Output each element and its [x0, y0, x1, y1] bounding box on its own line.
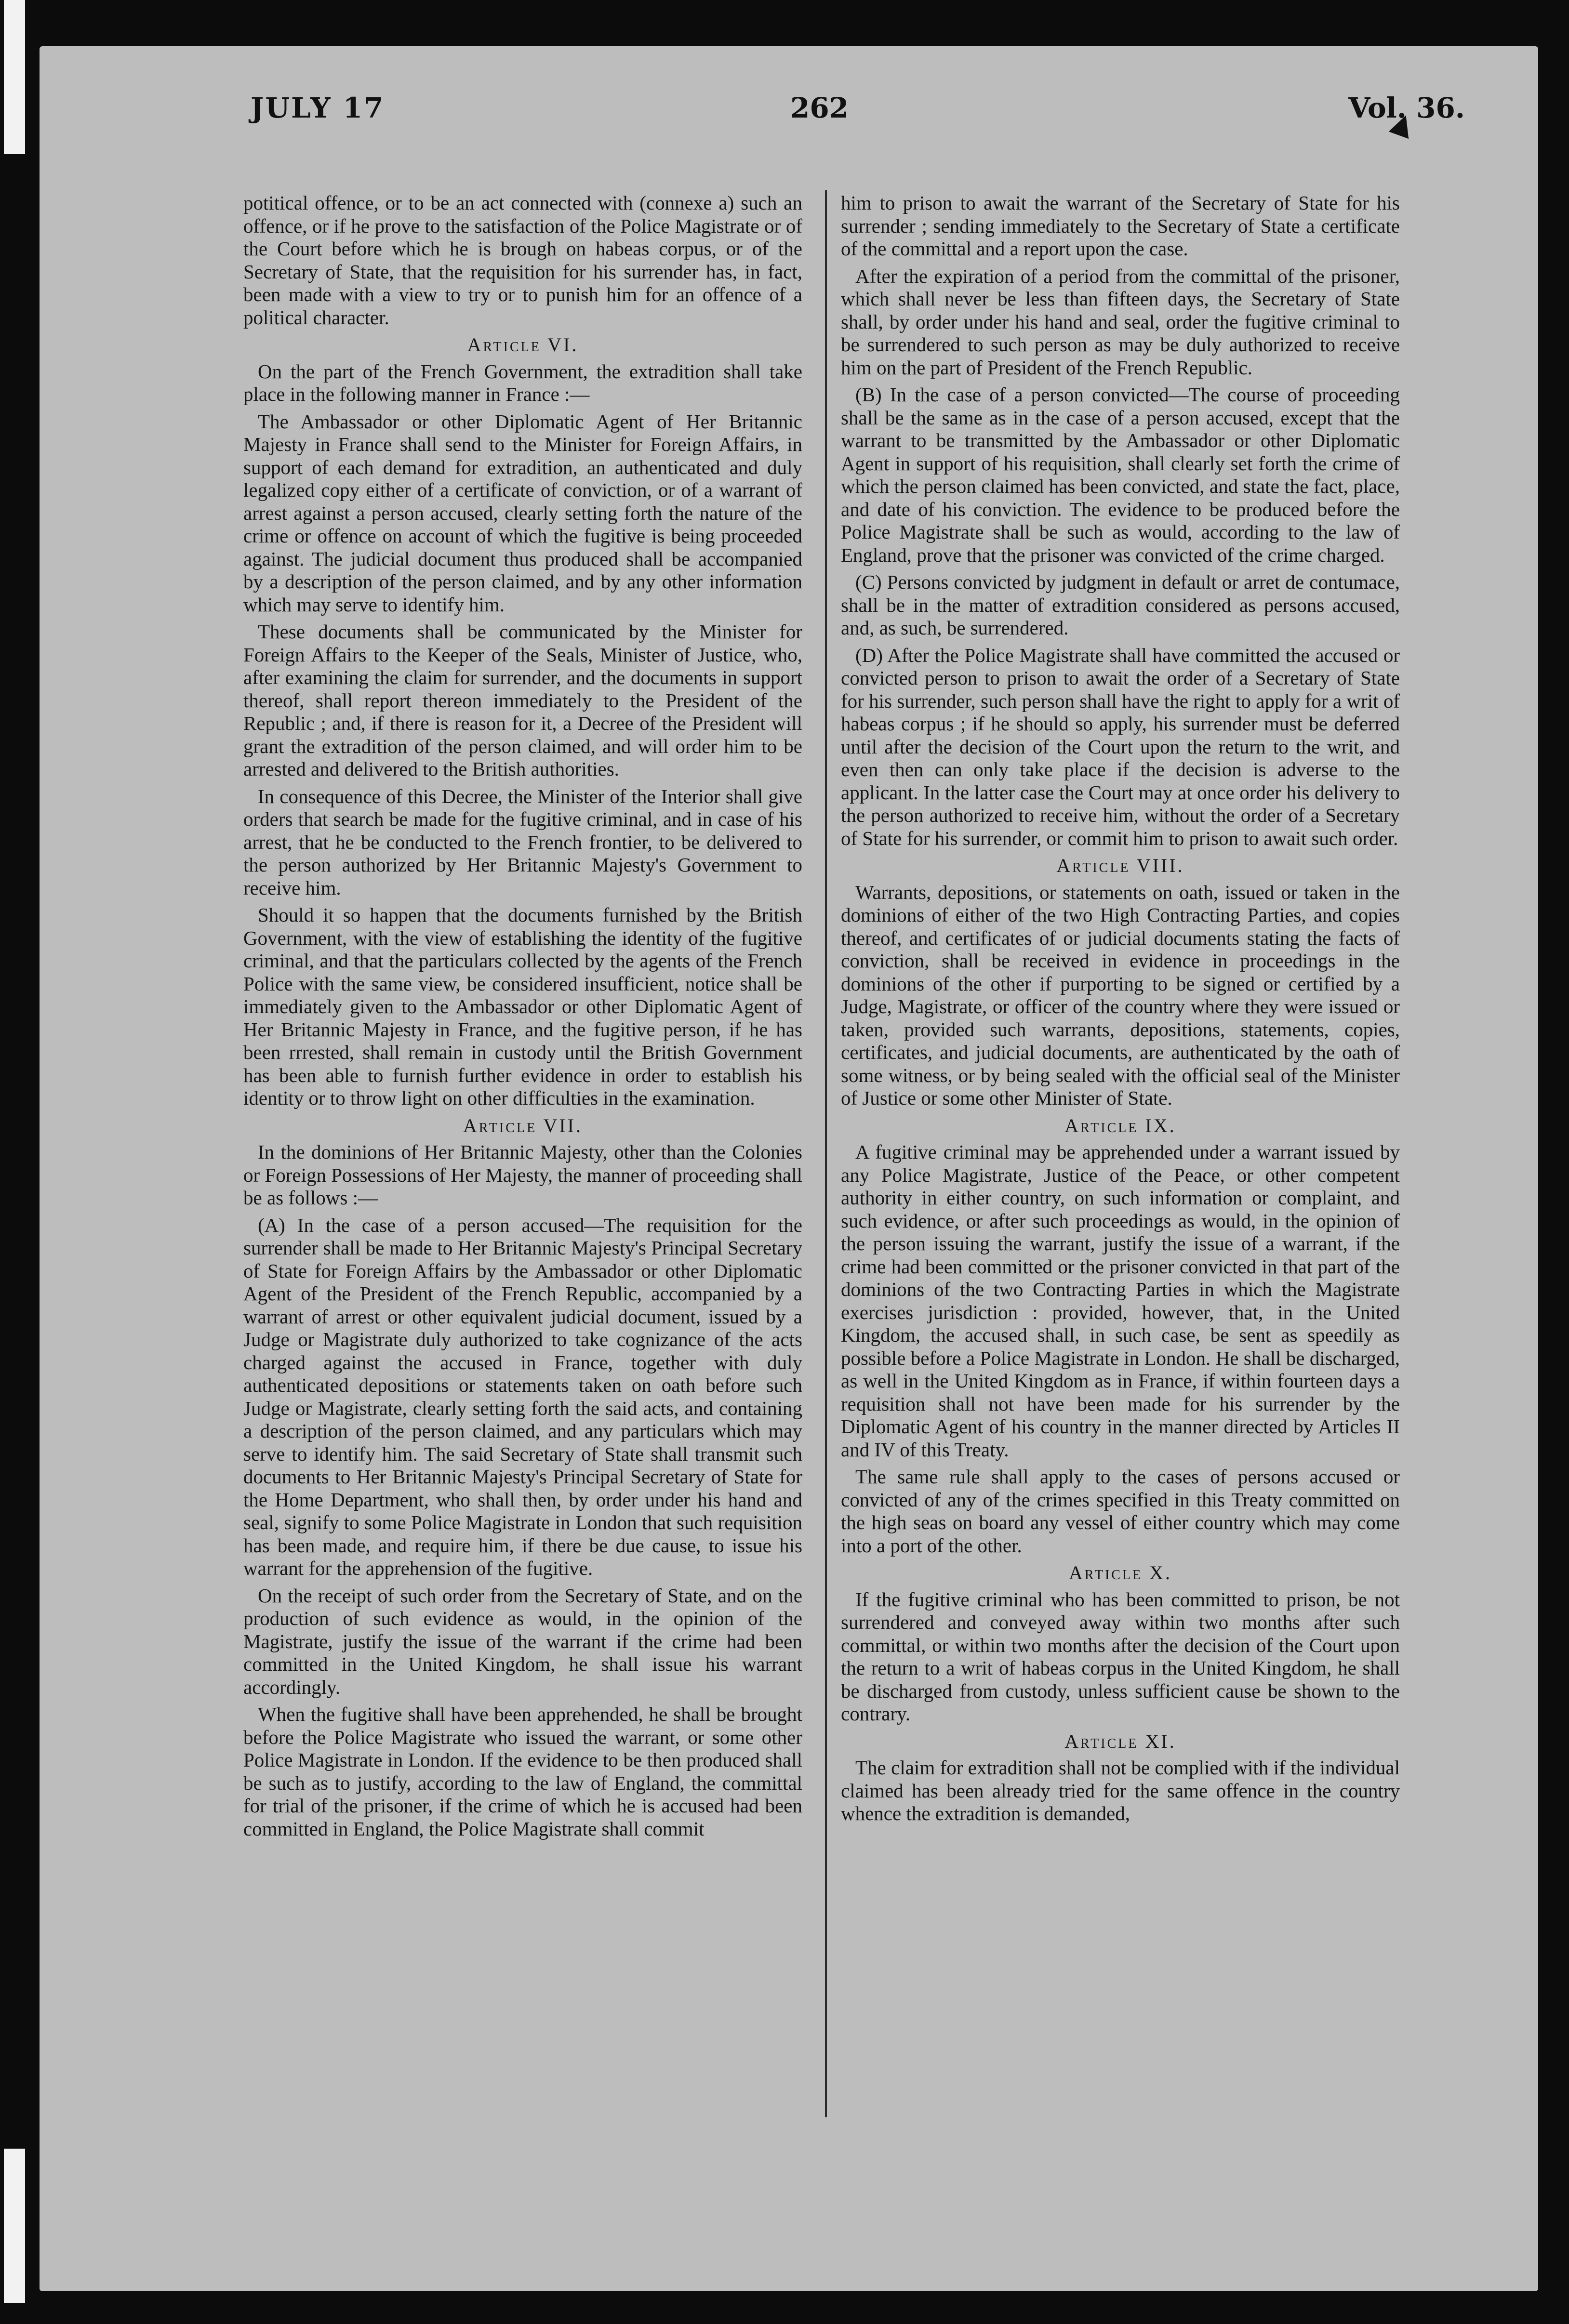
header-date: JULY 17 — [251, 92, 385, 124]
paragraph: In the dominions of Her Britannic Majesty, other than the Colonies or Foreign Possessions of Her Majesty, the manner of proceeding shall be as follows :— — [243, 1141, 802, 1209]
paragraph: After the expiration of a period from the committal of the prisoner, which shall never be less than fifteen days, the Secretary of State shall, by order under his hand and seal, order the fugitive criminal to be surrendered to such person as may be duly authorized to receive him on the part of President of the French Republic. — [841, 264, 1400, 379]
paragraph: (C) Persons convicted by judgment in default or arret de contumace, shall be in the matter of extradition considered as persons accused, and, as such, be surrendered. — [841, 571, 1400, 639]
paragraph: These documents shall be communicated by the Minister for Foreign Affairs to the Keeper of the Seals, Minister of Justice, who, after examining the claim for surrender, and the documents in support thereof, shall report thereon immediately to the President of the Republic ; and, if there is reason for it, a Decree of the President will grant the extradition of the person claimed, and will order him to be arrested and delivered to the British authorities. — [243, 621, 802, 780]
paragraph: On the part of the French Government, the extradition shall take place in the following manner in France :— — [243, 360, 802, 405]
paragraph: (B) In the case of a person convicted—The course of proceeding shall be the same as in the case of a person accused, except that the warrant to be transmitted by the Ambassador or other Diplomatic Agent in support of his requisition, shall clearly set forth the crime of which the person claimed has been convicted, and state the fact, place, and date of his conviction. The evidence to be produced before the Police Magistrate shall be such as would, according to the law of England, prove that the prisoner was convicted of the crime charged. — [841, 383, 1400, 566]
paragraph: A fugitive criminal may be apprehended under a warrant issued by any Police Magistrate, Justice of the Peace, or other competent authority in either country, on such information or complaint, and such evidence, or after such proceedings as would, in the opinion of the person issuing the warrant, justify the issue of a warrant, if the crime had been committed or the prisoner convicted in that part of the dominions of the two Contracting Parties in which the Magistrate exercises jurisdiction : provided, however, that, in the United Kingdom, the accused shall, in such case, be sent as speedily as possible before a Police Magistrate in London. He shall be discharged, as well in the United Kingdom as in France, if within fourteen days a requisition shall not have been made for his surrender by the Diplomatic Agent of his country in the manner directed by Articles II and IV of this Treaty. — [841, 1141, 1400, 1461]
paragraph: (D) After the Police Magistrate shall have committed the accused or convicted person to prison to await the order of a Secretary of State for his surrender, such person shall have the right to apply for a writ of habeas corpus ; if he should so apply, his surrender must be deferred until after the decision of the Court upon the return to the writ, and even then can only take place if the decision is adverse to the applicant. In the latter case the Court may at once order his delivery to the person authorized to receive him, without the order of a Secretary of State for his surrender, or commit him to prison to await such order. — [841, 644, 1400, 849]
paragraph: The same rule shall apply to the cases of persons accused or convicted of any of the crimes specified in this Treaty committed on the high seas on board any vessel of either country which may come into a port of the other. — [841, 1466, 1400, 1557]
paragraph: The claim for extradition shall not be complied with if the individual claimed has been already tried for the same offence in the country whence the extradition is demanded, — [841, 1756, 1400, 1824]
paragraph: Warrants, depositions, or statements on oath, issued or taken in the dominions of either of the two High Contracting Parties, and copies thereof, and certificates of or judicial documents stating the facts of conviction, shall be received in evidence in proceedings in the dominions of the other if purporting to be signed or certified by a Judge, Magistrate, or officer of the country where they were issued or taken, provided such warrants, depositions, statements, copies, certificates, and judicial documents, are authenticated by the oath of some witness, or by being sealed with the official seal of the Minister of Justice or some other Minister of State. — [841, 881, 1400, 1109]
paragraph: him to prison to await the warrant of the Secretary of State for his surrender ; sending immediately to the Secretary of State a certificate of the committal and a report upon the case. — [841, 192, 1400, 260]
paragraph: When the fugitive shall have been apprehended, he shall be brought before the Police Magistrate who issued the warrant, or some other Police Magistrate in London. If the evidence to be then produced shall be such as to justify, according to the law of England, the committal for trial of the prisoner, if the crime of which he is accused had been committed in England, the Police Magistrate shall commit — [243, 1703, 802, 1840]
article-heading: Article VI. — [467, 334, 579, 356]
article-heading: Article VII. — [463, 1114, 583, 1136]
scan-edge-mark-bottom — [4, 2149, 25, 2303]
article-heading: Article XI. — [1064, 1730, 1176, 1752]
paragraph: potitical offence, or to be an act connected with (connexe a) such an offence, or if he prove to the satisfaction of the Police Magistrate or of the Court before which he is brough on habeas corpus, or of the Secretary of State, that the requisition for his surrender has, in fact, been made with a view to try or to punish him for an offence of a political character. — [243, 192, 802, 329]
scan-edge-mark-top — [4, 0, 25, 154]
page-header — [251, 92, 1465, 149]
paragraph: In consequence of this Decree, the Minister of the Interior shall give orders that search be made for the fugitive criminal, and in case of his arrest, that he be conducted to the French frontier, to be delivered to the person authorized by Her Britannic Majesty's Government to receive him. — [243, 785, 802, 899]
paragraph: Should it so happen that the documents furnished by the British Government, with the view of establishing the identity of the fugitive criminal, and that the particulars collected by the agents of the French Police with the same view, be considered insufficient, notice shall be immediately given to the Ambassador or other Diplomatic Agent of Her Britannic Majesty in France, and the fugitive person, if he has been rrrested, shall remain in custody until the British Government has been able to furnish further evidence in order to establish his identity or to throw light on other difficulties in the examination. — [243, 904, 802, 1109]
article-heading: Article IX. — [1064, 1114, 1176, 1136]
column-divider — [825, 190, 827, 2117]
page-number: 262 — [790, 92, 849, 124]
article-heading: Article VIII. — [1056, 855, 1184, 876]
paragraph: If the fugitive criminal who has been committed to prison, be not surrendered and conveyed away within two months after such committal, or within two months after the decision of the Court upon the return to a writ of habeas corpus in the United Kingdom, he shall be discharged from custody, unless sufficient cause be shown to the contrary. — [841, 1588, 1400, 1725]
paragraph: (A) In the case of a person accused—The requisition for the surrender shall be made to Her Britannic Majesty's Principal Secretary of State for Foreign Affairs by the Ambassador or other Diplomatic Agent of the President of the French Republic, accompanied by a warrant of arrest or other equivalent judicial document, issued by a Judge or Magistrate duly authorized to take cognizance of the acts charged against the accused in France, together with duly authenticated depositions or statements taken on oath before such Judge or Magistrate, clearly setting forth the said acts, and containing a description of the person claimed, and any particulars which may serve to identify him. The said Secretary of State shall transmit such documents to Her Britannic Majesty's Principal Secretary of State for the Home Department, who shall then, by order under his hand and seal, signify to some Police Magistrate in London that such requisition has been made, and require him, if there be due cause, to issue his warrant for the apprehension of the fugitive. — [243, 1214, 802, 1579]
right-column — [841, 192, 1400, 2119]
paragraph: The Ambassador or other Diplomatic Agent of Her Britannic Majesty in France shall send to the Minister for Foreign Affairs, in support of each demand for extradition, an authenticated and duly legalized copy either of a certificate of conviction, or of a warrant of arrest against a person accused, clearly setting forth the nature of the crime or offence on account of which the fugitive is being proceeded against. The judicial document thus produced shall be accompanied by a description of the person claimed, and by any other information which may serve to identify him. — [243, 410, 802, 616]
article-heading: Article X. — [1068, 1562, 1172, 1584]
paragraph: On the receipt of such order from the Secretary of State, and on the production of such evidence as would, in the opinion of the Magistrate, justify the issue of the warrant if the crime had been committed in the United Kingdom, he shall issue his warrant accordingly. — [243, 1584, 802, 1698]
volume-label: Vol. 36. — [1348, 92, 1465, 124]
left-column — [243, 192, 802, 2119]
